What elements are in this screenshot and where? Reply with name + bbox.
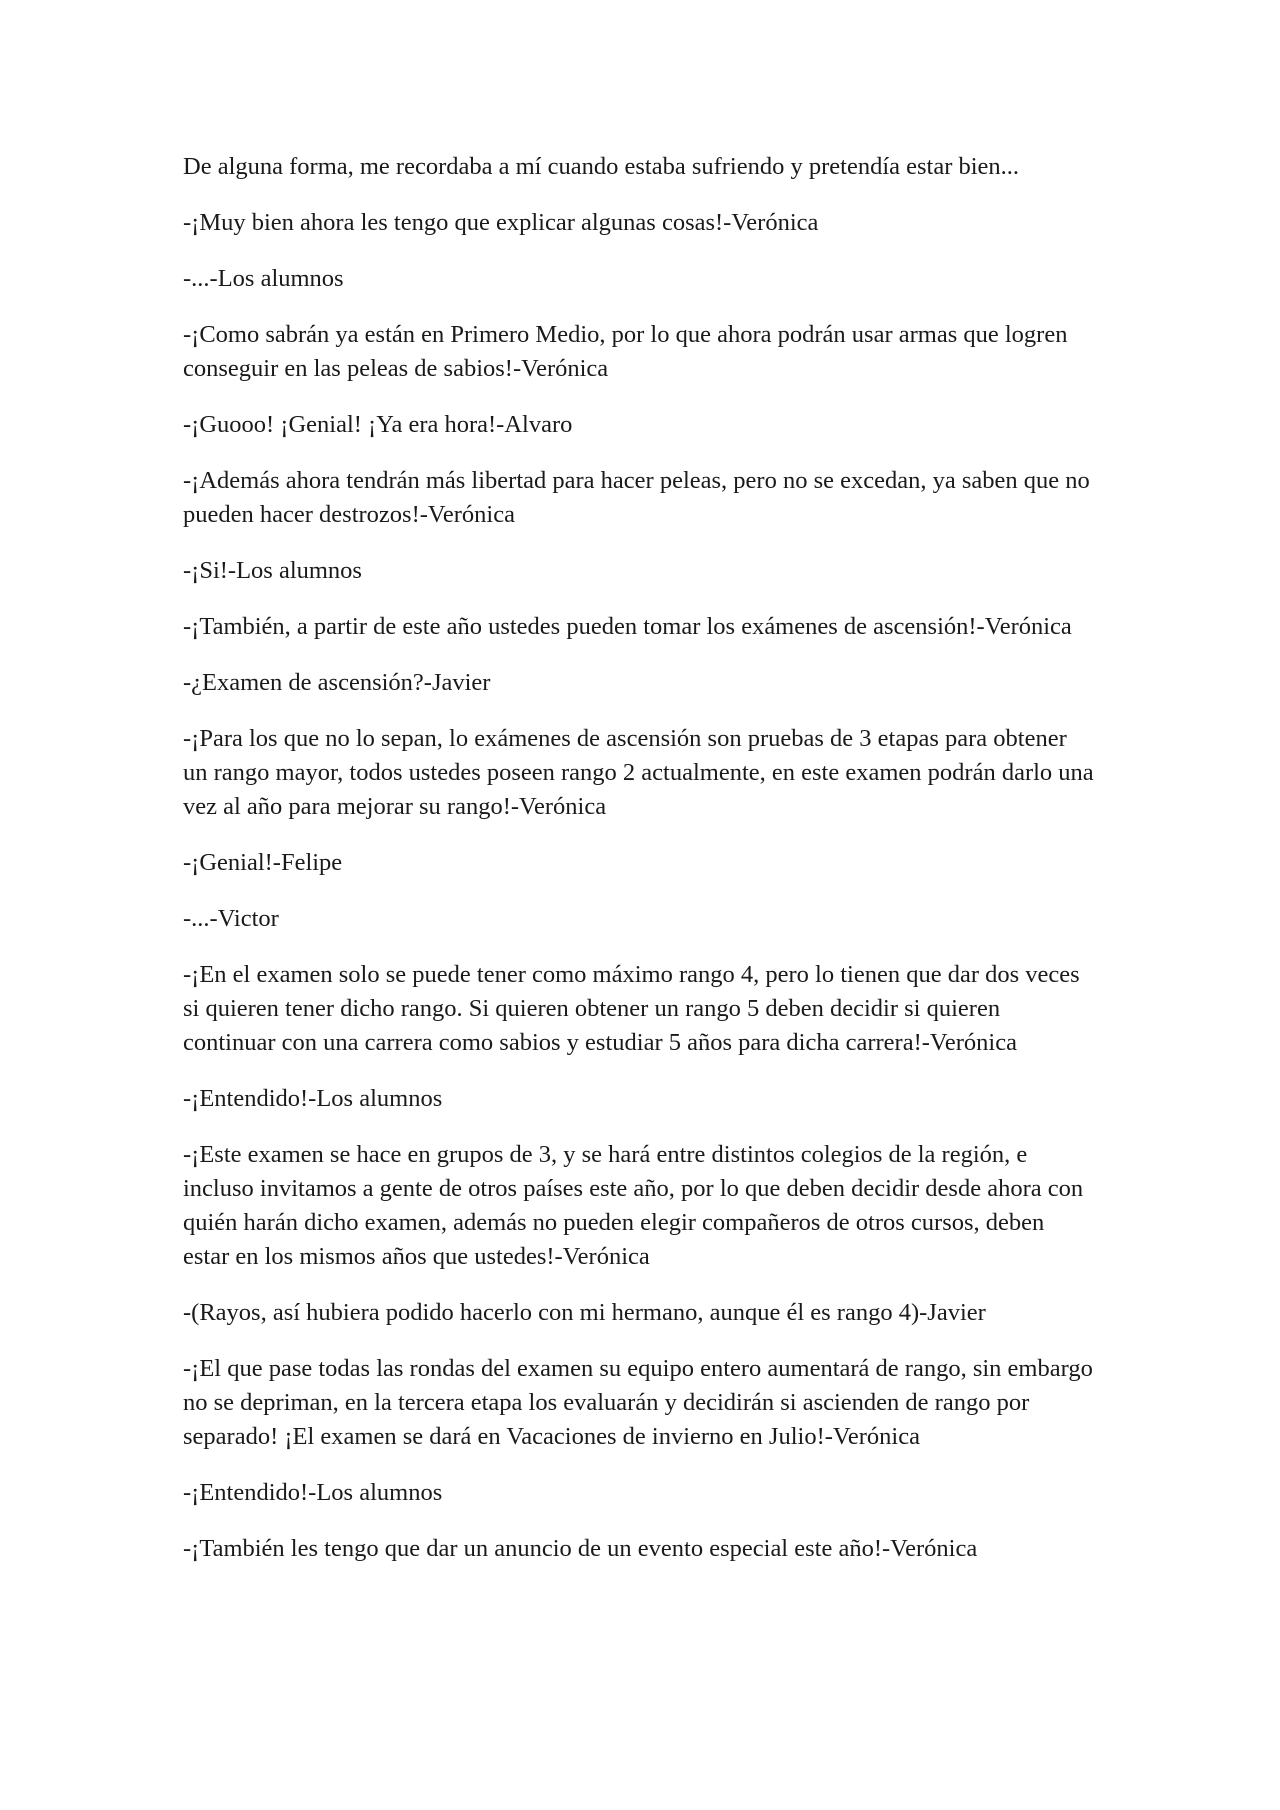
document-body — [183, 150, 1095, 1588]
paragraph-narration: De alguna forma, me recordaba a mí cuando estaba sufriendo y pretendía estar bien... — [183, 153, 1020, 180]
paragraph-dialogue: -(Rayos, así hubiera podido hacerlo con mi hermano, aunque él es rango 4)-Javier — [183, 1299, 986, 1326]
paragraph-dialogue: -¡Este examen se hace en grupos de 3, y se hará entre distintos colegios de la región, e incluso invitamos a gente de otros países este año, por lo que deben decidir desde ahora con quién harán dicho examen, además no pueden elegir compañeros de otros cursos, deben estar en los mismos años que ustedes!-Verónica — [183, 1141, 1084, 1270]
paragraph-dialogue: -¡Entendido!-Los alumnos — [183, 1479, 443, 1506]
paragraph-dialogue: -¡También, a partir de este año ustedes pueden tomar los exámenes de ascensión!-Verónica — [183, 613, 1072, 640]
paragraph-dialogue: -¡También les tengo que dar un anuncio de un evento especial este año!-Verónica — [183, 1535, 978, 1562]
paragraph-dialogue: -¡Entendido!-Los alumnos — [183, 1085, 443, 1112]
paragraph-dialogue: -¡Genial!-Felipe — [183, 849, 343, 876]
paragraph-dialogue: -¡Muy bien ahora les tengo que explicar algunas cosas!-Verónica — [183, 209, 819, 236]
paragraph-dialogue: -¿Examen de ascensión?-Javier — [183, 669, 491, 696]
paragraph-dialogue: -¡Como sabrán ya están en Primero Medio, por lo que ahora podrán usar armas que logren conseguir en las peleas de sabios!-Verónica — [183, 321, 1068, 382]
paragraph-dialogue: -¡Además ahora tendrán más libertad para hacer peleas, pero no se excedan, ya saben que no pueden hacer destrozos!-Verónica — [183, 467, 1090, 528]
paragraph-dialogue: -...-Los alumnos — [183, 265, 344, 292]
paragraph-dialogue: -¡Guooo! ¡Genial! ¡Ya era hora!-Alvaro — [183, 411, 573, 438]
paragraph-dialogue: -¡Si!-Los alumnos — [183, 557, 362, 584]
paragraph-dialogue: -...-Victor — [183, 905, 279, 932]
paragraph-dialogue: -¡El que pase todas las rondas del examen su equipo entero aumentará de rango, sin embargo no se depriman, en la tercera etapa los evaluarán y decidirán si ascienden de rango por separado! ¡El examen se dará en Vacaciones de invierno en Julio!-Verónica — [183, 1355, 1093, 1450]
paragraph-dialogue: -¡En el examen solo se puede tener como máximo rango 4, pero lo tienen que dar dos veces si quieren tener dicho rango. Si quieren obtener un rango 5 deben decidir si quieren continuar con una carrera como sabios y estudiar 5 años para dicha carrera!-Verónica — [183, 961, 1080, 1056]
paragraph-dialogue: -¡Para los que no lo sepan, lo exámenes de ascensión son pruebas de 3 etapas para obtener un rango mayor, todos ustedes poseen rango 2 actualmente, en este examen podrán darlo una vez al año para mejorar su rango!-Verónica — [183, 725, 1094, 820]
